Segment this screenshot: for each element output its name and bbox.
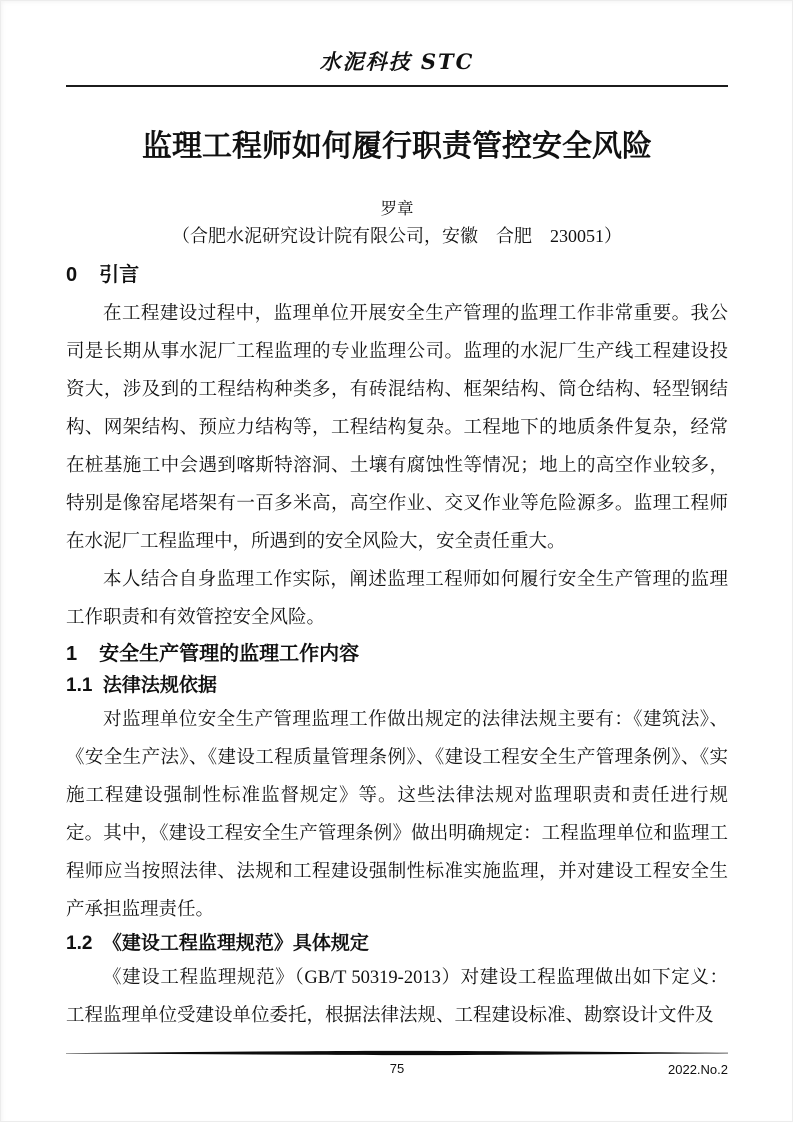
section-heading-1-2 (66, 929, 728, 959)
footer-divider-brush-line (66, 1049, 728, 1057)
section-heading-1 (66, 637, 728, 671)
section-number: 1.1 (66, 675, 93, 696)
footer-text-row (66, 1059, 728, 1079)
header-divider (66, 85, 728, 87)
section-title: 《建设工程监理规范》具体规定 (102, 933, 369, 954)
page-footer (66, 1049, 728, 1079)
issue-number: 2022.No.2 (668, 1062, 728, 1077)
intro-paragraph-2: 本人结合自身监理工作实际，阐述监理工程师如何履行安全生产管理的监理工作职责和有效管控安全风险。 (66, 570, 728, 628)
section-title: 安全生产管理的监理工作内容 (99, 643, 360, 665)
section-number: 1.2 (66, 933, 93, 954)
article-title: 监理工程师如何履行职责管控安全风险 (142, 130, 652, 163)
author-name: 罗章 (380, 199, 414, 218)
page-number: 75 (389, 1061, 405, 1076)
section-number: 0 (66, 264, 78, 286)
section-1-2-paragraph: 《建设工程监理规范》（GB/T 50319-2013）对建设工程监理做出如下定义：工程监理单位受建设单位委托，根据法律法规、工程建设标准、勘察设计文件及 (66, 968, 728, 1026)
section-heading-0 (66, 255, 728, 295)
journal-name: 水泥科技 STC (319, 49, 475, 74)
section-heading-1-1 (66, 671, 728, 701)
section-number: 1 (66, 643, 78, 665)
section-title: 法律法规依据 (102, 675, 217, 696)
author-affiliation: （合肥水泥研究设计院有限公司，安徽 合肥 230051） (172, 226, 622, 246)
intro-paragraph-1: 在工程建设过程中，监理单位开展安全生产管理的监理工作非常重要。我公司是长期从事水泥厂工程监理的专业监理公司。监理的水泥厂生产线工程建设投资大，涉及到的工程结构种类多，有砖混结构、框架结构、筒仓结构、轻型钢结构、网架结构、预应力结构等，工程结构复杂。工程地下的地质条件复杂，经常在桩基施工中会遇到喀斯特溶洞、土壤有腐蚀性等情况；地上的高空作业较多，特别是像窑尾塔架有一百多米高，高空作业、交叉作业等危险源多。监理工程师在水泥厂工程监理中，所遇到的安全风险大，安全责任重大。 (66, 304, 728, 552)
section-1-1-paragraph: 对监理单位安全生产管理监理工作做出规定的法律法规主要有：《建筑法》、《安全生产法》、《建设工程质量管理条例》、《建设工程安全生产管理条例》、《实施工程建设强制性标准监督规定》等。这些法律法规对监理职责和责任进行规定。其中，《建设工程安全生产管理条例》做出明确规定：工程监理单位和监理工程师应当按照法律、法规和工程建设强制性标准实施监理，并对建设工程安全生产承担监理责任。 (66, 710, 728, 920)
section-title: 引言 (99, 264, 140, 286)
